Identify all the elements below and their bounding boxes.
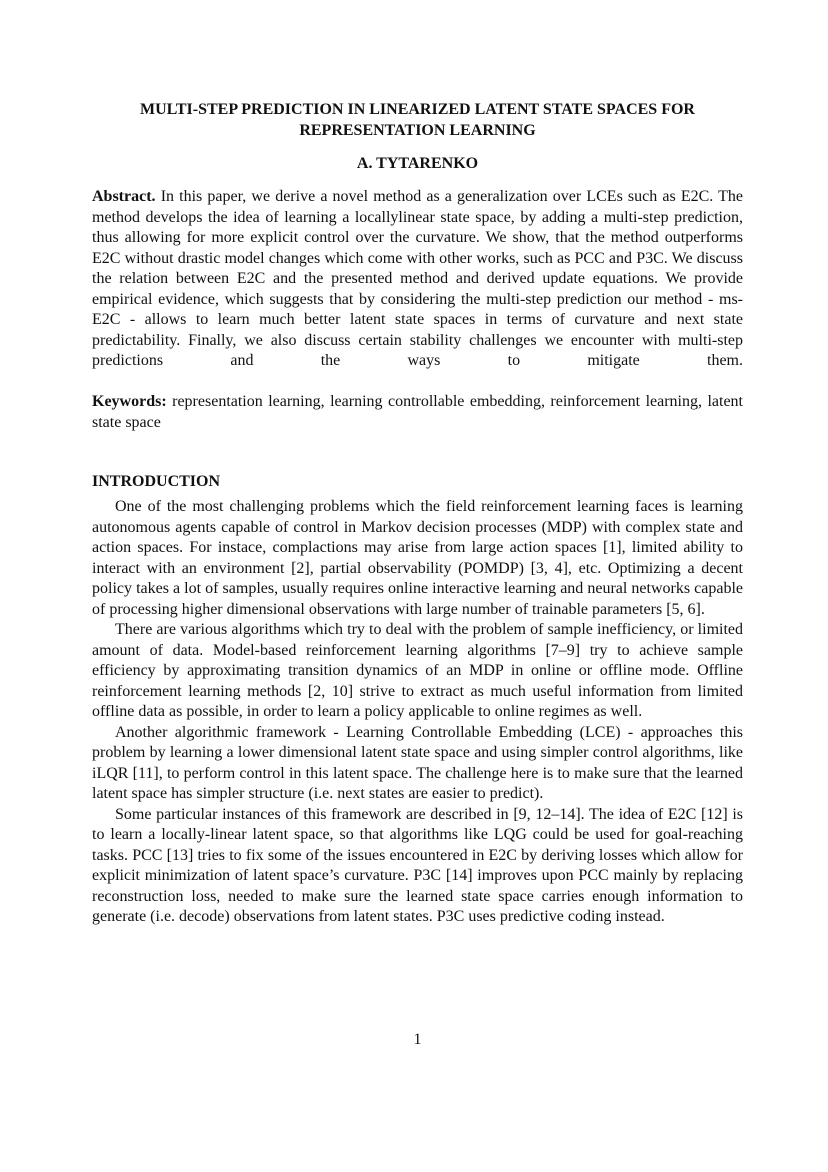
abstract [92, 187, 743, 372]
keywords-text: representation learning, learning controllable embedding, reinforcement learning, latent state space [92, 393, 744, 431]
paragraph: Some particular instances of this framework are described in [9, 12–14]. The idea of E2C [12] is to learn a locally-linear latent space, so that algorithms like LQG could be used for goal-reaching tasks. PCC [13] tries to fix some of the issues encountered in E2C by deriving losses which allow for explicit minimization of latent space’s curvature. P3C [14] improves upon PCC mainly by replacing reconstruction loss, needed to make sure the learned state space carries enough information to generate (i.e. decode) observations from latent states. P3C uses predictive coding instead. [92, 805, 743, 925]
keywords-label: Keywords: [92, 393, 167, 410]
paragraph: There are various algorithms which try to deal with the problem of sample inefficiency, or limited amount of data. Model-based reinforcement learning algorithms [7–9] try to achieve sample efficiency by approximating transition dynamics of an MDP in online or offline mode. Offline reinforcement learning methods [2, 10] strive to extract as much useful information from limited offline data as possible, in order to learn a policy applicable to online regimes as well. [92, 621, 743, 720]
section-heading-introduction: INTRODUCTION [92, 473, 221, 490]
paragraph: One of the most challenging problems which the field reinforcement learning faces is learning autonomous agents capable of control in Markov decision processes (MDP) with complex state and action spaces. For instace, complactions may arise from large action spaces [1], limited ability to interact with an environment [2], partial observability (POMDP) [3, 4], etc. Optimizing a decent policy takes a lot of samples, usually requires online interactive learning and neural networks capable of processing higher dimensional observations with large number of trainable parameters [5, 6]. [92, 498, 743, 618]
keywords [92, 392, 743, 433]
paper-title: MULTI-STEP PREDICTION IN LINEARIZED LATENT STATE SPACES FOR REPRESENTATION LEARNING [140, 101, 695, 139]
page-number: 1 [413, 1031, 422, 1048]
abstract-label: Abstract. [92, 188, 156, 205]
abstract-text: In this paper, we derive a novel method as a generalization over LCEs such as E2C. The method develops the idea of learning a locallylinear state space, by adding a multi-step prediction, thus allowing for more explicit control over the curvature. We show, that the method outperforms E2C without drastic model changes which come with other works, such as PCC and P3C. We discuss the relation between E2C and the presented method and derived update equations. We provide empirical evidence, which suggests that by considering the multi-step prediction our method - ms-E2C - allows to learn much better latent state spaces in terms of curvature and next state predictability. Finally, we also discuss certain stability challenges we encounter with multi-step predictions and the ways to mitigate them. [92, 188, 744, 369]
introduction-body [92, 497, 743, 928]
paragraph: Another algorithmic framework - Learning Controllable Embedding (LCE) - approaches this problem by learning a lower dimensional latent state space and using simpler control algorithms, like iLQR [11], to perform control in this latent space. The challenge here is to make sure that the learned latent space has simpler structure (i.e. next states are easier to predict). [92, 723, 743, 802]
author-name: A. TYTARENKO [356, 155, 479, 172]
